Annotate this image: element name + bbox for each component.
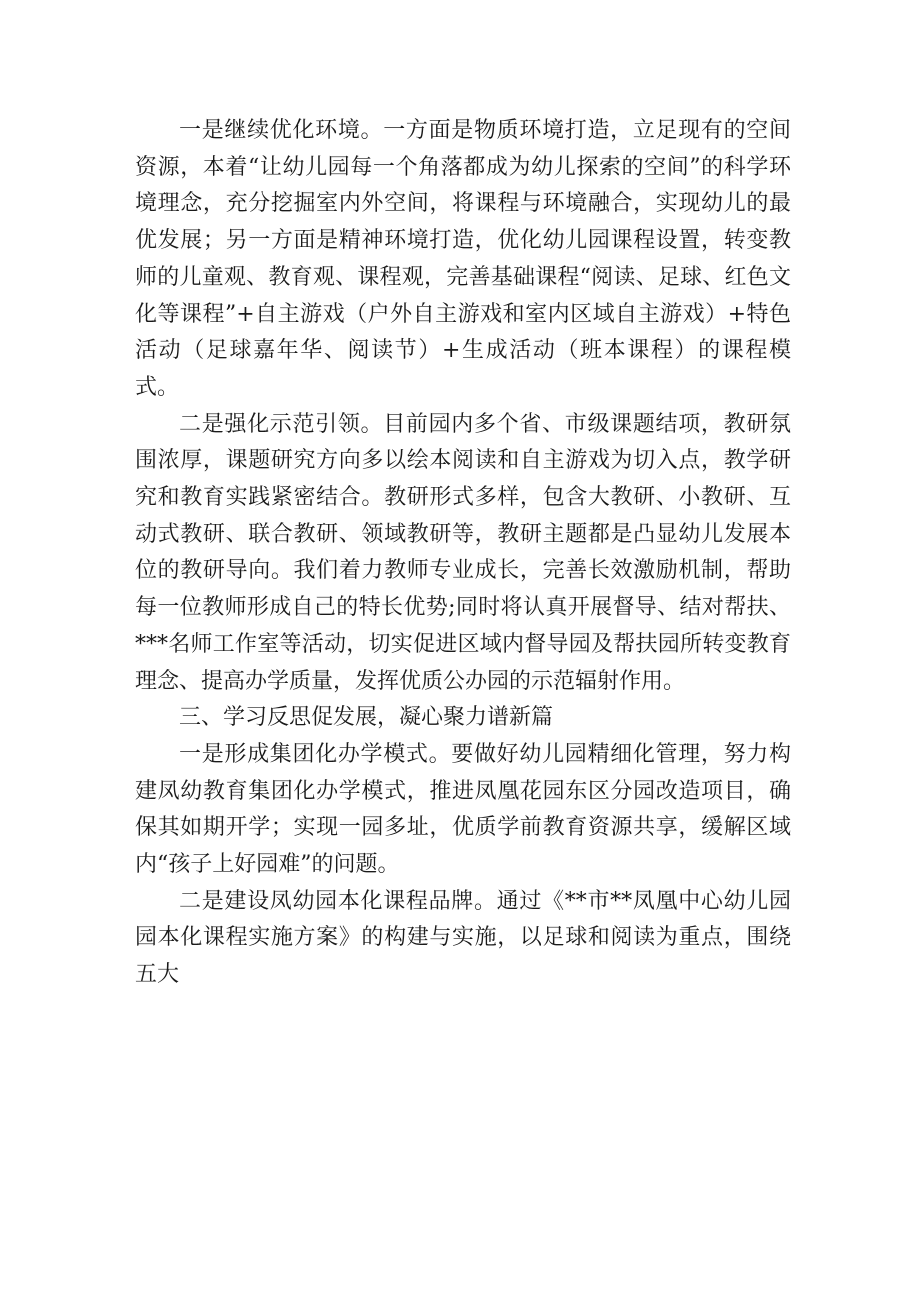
paragraph-demonstration-leadership: 二是强化示范引领。目前园内多个省、市级课题结项，教研氛围浓厚，课题研究方向多以绘本阅读和自主游戏为切入点，教学研究和教育实践紧密结合。教研形式多样，包含大教研、小教研、互动式教研、联合教研、领域教研等，教研主题都是凸显幼儿发展本位的教研导向。我们着力教师专业成长，完善长效激励机制，帮助每一位教师形成自己的特长优势;同时将认真开展督导、结对帮扶、***名师工作室等活动，切实促进区域内督导园及帮扶园所转变教育理念、提高办学质量，发挥优质公办园的示范辐射作用。 xyxy=(135,411,791,694)
paragraph-optimize-environment: 一是继续优化环境。一方面是物质环境打造，立足现有的空间资源，本着“让幼儿园每一个角落都成为幼儿探索的空间”的科学环境理念，充分挖掘室内外空间，将课程与环境融合，实现幼儿的最优发展；另一方面是精神环境打造，优化幼儿园课程设置，转变教师的儿童观、教育观、课程观，完善基础课程“阅读、足球、红色文化等课程”+自主游戏（户外自主游戏和室内区域自主游戏）+特色活动（足球嘉年华、阅读节）+生成活动（班本课程）的课程模式。 xyxy=(135,118,791,400)
document-body xyxy=(135,113,791,994)
paragraph-curriculum-brand: 二是建设凤幼园本化课程品牌。通过《**市**凤凰中心幼儿园园本化课程实施方案》的构建与实施，以足球和阅读为重点，围绕五大 xyxy=(135,888,791,988)
paragraph-group-schooling: 一是形成集团化办学模式。要做好幼儿园精细化管理，努力构建凤幼教育集团化办学模式，推进凤凰花园东区分园改造项目，确保其如期开学；实现一园多址，优质学前教育资源共享，缓解区域内“孩子上好园难”的问题。 xyxy=(135,741,791,878)
section-heading-three: 三、学习反思促发展，凝心聚力谱新篇 xyxy=(179,705,554,731)
